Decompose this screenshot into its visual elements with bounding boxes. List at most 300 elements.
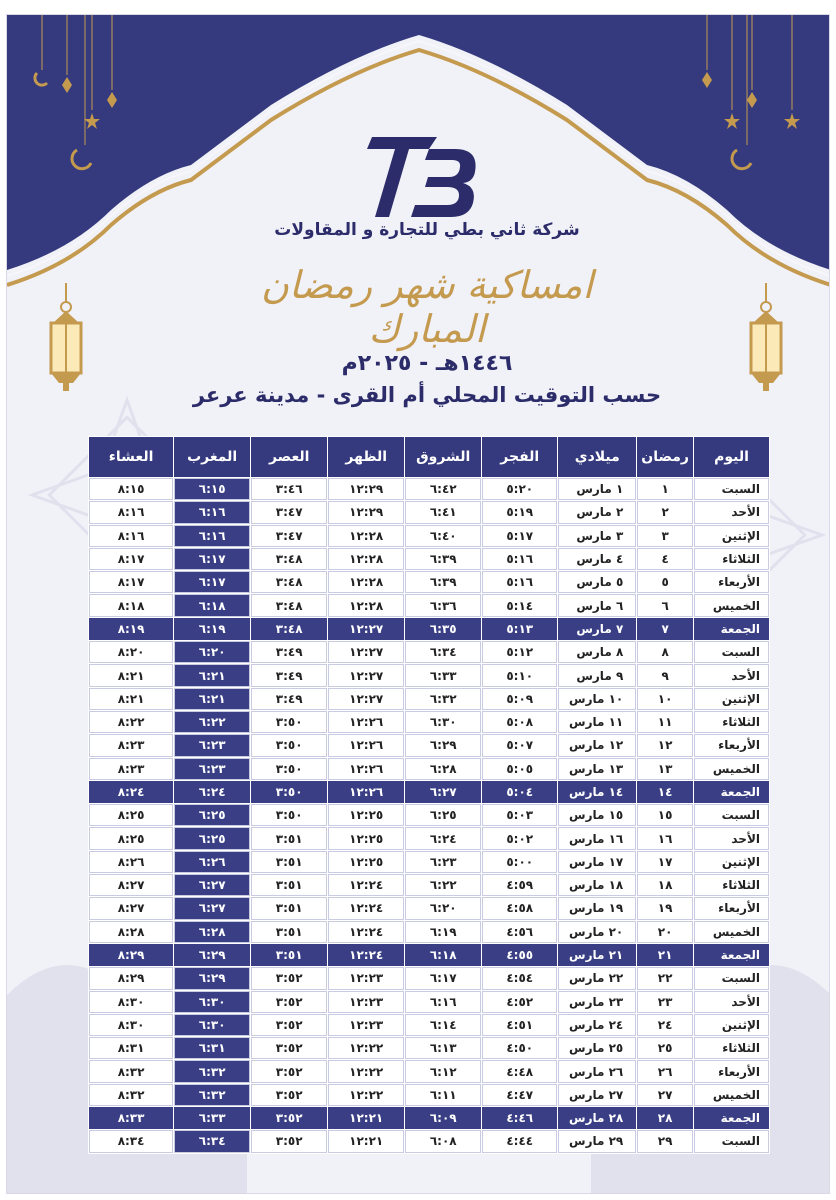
weekday-cell: الجمعة: [694, 781, 769, 803]
gregorian-date-cell: ٨ مارس: [558, 641, 636, 663]
asr-time-cell: ٣:٥٢: [251, 991, 327, 1013]
dhuhr-time-cell: ١٢:٢٤: [328, 897, 404, 919]
ramadan-day-cell: ٨: [637, 641, 693, 663]
gregorian-date-cell: ٣ مارس: [558, 525, 636, 547]
ramadan-day-cell: ٩: [637, 664, 693, 686]
fajr-time-cell: ٥:١٩: [482, 501, 557, 523]
maghrib-time-cell: ٦:٣٢: [174, 1060, 250, 1082]
asr-time-cell: ٣:٥١: [251, 921, 327, 943]
maghrib-time-cell: ٦:٢٥: [174, 827, 250, 849]
ramadan-day-cell: ١٩: [637, 897, 693, 919]
maghrib-time-cell: ٦:١٧: [174, 571, 250, 593]
fajr-time-cell: ٥:٠٥: [482, 758, 557, 780]
isha-time-cell: ٨:١٨: [89, 594, 173, 616]
asr-time-cell: ٣:٥٠: [251, 711, 327, 733]
gregorian-date-cell: ٧ مارس: [558, 618, 636, 640]
sunrise-time-cell: ٦:١٨: [405, 944, 481, 966]
dhuhr-time-cell: ١٢:٢٦: [328, 711, 404, 733]
maghrib-time-cell: ٦:١٨: [174, 594, 250, 616]
gregorian-date-cell: ٢ مارس: [558, 501, 636, 523]
ramadan-day-cell: ٢٦: [637, 1060, 693, 1082]
gregorian-date-cell: ١٠ مارس: [558, 688, 636, 710]
fajr-time-cell: ٥:٠٣: [482, 804, 557, 826]
maghrib-time-cell: ٦:٢٨: [174, 921, 250, 943]
dhuhr-time-cell: ١٢:٢٤: [328, 944, 404, 966]
asr-time-cell: ٣:٤٨: [251, 571, 327, 593]
asr-time-cell: ٣:٥٢: [251, 1060, 327, 1082]
ramadan-day-cell: ٢٨: [637, 1107, 693, 1129]
isha-time-cell: ٨:٢٢: [89, 711, 173, 733]
fajr-time-cell: ٤:٥٥: [482, 944, 557, 966]
maghrib-time-cell: ٦:٣٠: [174, 1014, 250, 1036]
table-row: [89, 1037, 769, 1059]
gregorian-date-cell: ٦ مارس: [558, 594, 636, 616]
table-row: [89, 594, 769, 616]
weekday-cell: الأحد: [694, 991, 769, 1013]
fajr-time-cell: ٥:١٧: [482, 525, 557, 547]
table-row: [89, 641, 769, 663]
fajr-time-cell: ٤:٤٦: [482, 1107, 557, 1129]
sunrise-time-cell: ٦:١٩: [405, 921, 481, 943]
maghrib-time-cell: ٦:٢٧: [174, 897, 250, 919]
maghrib-time-cell: ٦:٣١: [174, 1037, 250, 1059]
column-header: رمضان: [637, 437, 693, 477]
fajr-time-cell: ٤:٥٠: [482, 1037, 557, 1059]
ramadan-day-cell: ١٨: [637, 874, 693, 896]
dhuhr-time-cell: ١٢:٢٢: [328, 1060, 404, 1082]
weekday-cell: الإثنين: [694, 688, 769, 710]
sunrise-time-cell: ٦:٠٨: [405, 1130, 481, 1152]
weekday-cell: الإثنين: [694, 851, 769, 873]
dhuhr-time-cell: ١٢:٢١: [328, 1107, 404, 1129]
isha-time-cell: ٨:٢٤: [89, 781, 173, 803]
gregorian-date-cell: ٢٨ مارس: [558, 1107, 636, 1129]
asr-time-cell: ٣:٥١: [251, 827, 327, 849]
weekday-cell: الجمعة: [694, 1107, 769, 1129]
gregorian-date-cell: ٢٥ مارس: [558, 1037, 636, 1059]
ramadan-day-cell: ١٠: [637, 688, 693, 710]
sunrise-time-cell: ٦:٣٩: [405, 548, 481, 570]
isha-time-cell: ٨:٢٣: [89, 734, 173, 756]
weekday-cell: الجمعة: [694, 618, 769, 640]
sunrise-time-cell: ٦:٣٤: [405, 641, 481, 663]
weekday-cell: السبت: [694, 1130, 769, 1152]
isha-time-cell: ٨:١٥: [89, 478, 173, 500]
dhuhr-time-cell: ١٢:٢٧: [328, 664, 404, 686]
gregorian-date-cell: ١٥ مارس: [558, 804, 636, 826]
asr-time-cell: ٣:٥١: [251, 851, 327, 873]
dhuhr-time-cell: ١٢:٢٥: [328, 804, 404, 826]
maghrib-time-cell: ٦:٢٣: [174, 734, 250, 756]
fajr-time-cell: ٥:٠٢: [482, 827, 557, 849]
fajr-time-cell: ٤:٤٤: [482, 1130, 557, 1152]
fajr-time-cell: ٤:٥٦: [482, 921, 557, 943]
isha-time-cell: ٨:٢٧: [89, 897, 173, 919]
isha-time-cell: ٨:٢٨: [89, 921, 173, 943]
table-row: [89, 1084, 769, 1106]
table-row: [89, 827, 769, 849]
isha-time-cell: ٨:٢٦: [89, 851, 173, 873]
dhuhr-time-cell: ١٢:٢٢: [328, 1037, 404, 1059]
weekday-cell: الجمعة: [694, 944, 769, 966]
gregorian-date-cell: ٢٦ مارس: [558, 1060, 636, 1082]
isha-time-cell: ٨:١٦: [89, 525, 173, 547]
dhuhr-time-cell: ١٢:٢٦: [328, 734, 404, 756]
maghrib-time-cell: ٦:١٦: [174, 501, 250, 523]
dhuhr-time-cell: ١٢:٢٢: [328, 1084, 404, 1106]
fajr-time-cell: ٥:١٦: [482, 571, 557, 593]
isha-time-cell: ٨:٢٥: [89, 827, 173, 849]
sunrise-time-cell: ٦:٣٣: [405, 664, 481, 686]
sunrise-time-cell: ٦:٤١: [405, 501, 481, 523]
ramadan-day-cell: ٢: [637, 501, 693, 523]
ramadan-day-cell: ٧: [637, 618, 693, 640]
ramadan-day-cell: ١٢: [637, 734, 693, 756]
sunrise-time-cell: ٦:٣٢: [405, 688, 481, 710]
weekday-cell: الثلاثاء: [694, 548, 769, 570]
maghrib-time-cell: ٦:٢١: [174, 688, 250, 710]
weekday-cell: الأربعاء: [694, 1060, 769, 1082]
table-row: [89, 711, 769, 733]
sunrise-time-cell: ٦:٢٥: [405, 804, 481, 826]
lantern-icon: [741, 283, 791, 393]
asr-time-cell: ٣:٤٩: [251, 688, 327, 710]
fajr-time-cell: ٥:٢٠: [482, 478, 557, 500]
dhuhr-time-cell: ١٢:٢٣: [328, 1014, 404, 1036]
asr-time-cell: ٣:٥٠: [251, 758, 327, 780]
fajr-time-cell: ٤:٥٩: [482, 874, 557, 896]
isha-time-cell: ٨:١٦: [89, 501, 173, 523]
sunrise-time-cell: ٦:٢٣: [405, 851, 481, 873]
maghrib-time-cell: ٦:٣٤: [174, 1130, 250, 1152]
weekday-cell: الأربعاء: [694, 897, 769, 919]
gregorian-date-cell: ١٣ مارس: [558, 758, 636, 780]
dhuhr-time-cell: ١٢:٢٥: [328, 851, 404, 873]
gregorian-date-cell: ٢٢ مارس: [558, 967, 636, 989]
weekday-cell: السبت: [694, 641, 769, 663]
sunrise-time-cell: ٦:٤٠: [405, 525, 481, 547]
column-header: المغرب: [174, 437, 250, 477]
gregorian-date-cell: ٥ مارس: [558, 571, 636, 593]
table-row-friday: [89, 1107, 769, 1129]
sunrise-time-cell: ٦:٣٥: [405, 618, 481, 640]
dhuhr-time-cell: ١٢:٢٨: [328, 594, 404, 616]
imsakiya-page: [6, 14, 830, 1194]
table-row: [89, 1130, 769, 1152]
weekday-cell: الأحد: [694, 827, 769, 849]
asr-time-cell: ٣:٥٢: [251, 1014, 327, 1036]
maghrib-time-cell: ٦:٣٠: [174, 991, 250, 1013]
maghrib-time-cell: ٦:٢٤: [174, 781, 250, 803]
dhuhr-time-cell: ١٢:٢٧: [328, 618, 404, 640]
ramadan-day-cell: ٢٠: [637, 921, 693, 943]
ramadan-day-cell: ٦: [637, 594, 693, 616]
table-row: [89, 501, 769, 523]
gregorian-date-cell: ١٧ مارس: [558, 851, 636, 873]
gregorian-date-cell: ٢١ مارس: [558, 944, 636, 966]
gregorian-date-cell: ١ مارس: [558, 478, 636, 500]
table-row-friday: [89, 944, 769, 966]
table-body: [89, 478, 769, 1153]
hijri-gregorian-year: ١٤٤٦هـ - ٢٠٢٥م: [341, 351, 513, 376]
table-row: [89, 478, 769, 500]
ramadan-day-cell: ١٤: [637, 781, 693, 803]
asr-time-cell: ٣:٤٦: [251, 478, 327, 500]
isha-time-cell: ٨:٢٩: [89, 967, 173, 989]
column-header: الفجر: [482, 437, 557, 477]
sunrise-time-cell: ٦:٣٩: [405, 571, 481, 593]
gregorian-date-cell: ٢٧ مارس: [558, 1084, 636, 1106]
table-row: [89, 688, 769, 710]
weekday-cell: الأربعاء: [694, 734, 769, 756]
fajr-time-cell: ٥:١٣: [482, 618, 557, 640]
dhuhr-time-cell: ١٢:٢٨: [328, 571, 404, 593]
weekday-cell: الخميس: [694, 594, 769, 616]
gregorian-date-cell: ٢٠ مارس: [558, 921, 636, 943]
asr-time-cell: ٣:٤٧: [251, 501, 327, 523]
table-row: [89, 1060, 769, 1082]
dhuhr-time-cell: ١٢:٢٤: [328, 921, 404, 943]
dhuhr-time-cell: ١٢:٢٧: [328, 641, 404, 663]
asr-time-cell: ٣:٥١: [251, 874, 327, 896]
fajr-time-cell: ٤:٥١: [482, 1014, 557, 1036]
maghrib-time-cell: ٦:١٥: [174, 478, 250, 500]
ramadan-day-cell: ١٣: [637, 758, 693, 780]
table-row: [89, 525, 769, 547]
asr-time-cell: ٣:٥٢: [251, 1130, 327, 1152]
table-row: [89, 897, 769, 919]
dhuhr-time-cell: ١٢:٢٤: [328, 874, 404, 896]
ramadan-day-cell: ٤: [637, 548, 693, 570]
gregorian-date-cell: ١٩ مارس: [558, 897, 636, 919]
table-row: [89, 758, 769, 780]
dhuhr-time-cell: ١٢:٢٩: [328, 501, 404, 523]
asr-time-cell: ٣:٤٩: [251, 641, 327, 663]
gregorian-date-cell: ١٦ مارس: [558, 827, 636, 849]
asr-time-cell: ٣:٥٢: [251, 1084, 327, 1106]
dhuhr-time-cell: ١٢:٢٣: [328, 967, 404, 989]
isha-time-cell: ٨:١٧: [89, 548, 173, 570]
ramadan-day-cell: ٥: [637, 571, 693, 593]
sunrise-time-cell: ٦:٢٨: [405, 758, 481, 780]
sunrise-time-cell: ٦:١٦: [405, 991, 481, 1013]
fajr-time-cell: ٥:٠٨: [482, 711, 557, 733]
asr-time-cell: ٣:٤٨: [251, 548, 327, 570]
table-row: [89, 991, 769, 1013]
sunrise-time-cell: ٦:١٣: [405, 1037, 481, 1059]
sunrise-time-cell: ٦:١٧: [405, 967, 481, 989]
fajr-time-cell: ٥:٠٩: [482, 688, 557, 710]
gregorian-date-cell: ١١ مارس: [558, 711, 636, 733]
ramadan-day-cell: ١١: [637, 711, 693, 733]
maghrib-time-cell: ٦:٢٣: [174, 758, 250, 780]
weekday-cell: الثلاثاء: [694, 874, 769, 896]
fajr-time-cell: ٤:٥٢: [482, 991, 557, 1013]
asr-time-cell: ٣:٥١: [251, 897, 327, 919]
dhuhr-time-cell: ١٢:٢٣: [328, 991, 404, 1013]
isha-time-cell: ٨:٢٥: [89, 804, 173, 826]
gregorian-date-cell: ٢٩ مارس: [558, 1130, 636, 1152]
maghrib-time-cell: ٦:١٩: [174, 618, 250, 640]
ramadan-day-cell: ٣: [637, 525, 693, 547]
ramadan-day-cell: ٢١: [637, 944, 693, 966]
fajr-time-cell: ٤:٤٧: [482, 1084, 557, 1106]
table-row: [89, 804, 769, 826]
sunrise-time-cell: ٦:٢٢: [405, 874, 481, 896]
weekday-cell: الثلاثاء: [694, 711, 769, 733]
prayer-times-table: [88, 436, 770, 1154]
maghrib-time-cell: ٦:٢٥: [174, 804, 250, 826]
weekday-cell: الإثنين: [694, 1014, 769, 1036]
dhuhr-time-cell: ١٢:٢٧: [328, 688, 404, 710]
maghrib-time-cell: ٦:٣٣: [174, 1107, 250, 1129]
asr-time-cell: ٣:٥١: [251, 944, 327, 966]
asr-time-cell: ٣:٥٠: [251, 781, 327, 803]
sunrise-time-cell: ٦:٢٤: [405, 827, 481, 849]
weekday-cell: السبت: [694, 967, 769, 989]
table-row-friday: [89, 618, 769, 640]
weekday-cell: الأحد: [694, 664, 769, 686]
maghrib-time-cell: ٦:٢٠: [174, 641, 250, 663]
sunrise-time-cell: ٦:٢٠: [405, 897, 481, 919]
maghrib-time-cell: ٦:٣٢: [174, 1084, 250, 1106]
maghrib-time-cell: ٦:٢٢: [174, 711, 250, 733]
dhuhr-time-cell: ١٢:٢٨: [328, 548, 404, 570]
fajr-time-cell: ٤:٥٤: [482, 967, 557, 989]
gregorian-date-cell: ٢٤ مارس: [558, 1014, 636, 1036]
lantern-icon: [41, 283, 91, 393]
column-header: اليوم: [694, 437, 769, 477]
dhuhr-time-cell: ١٢:٢٩: [328, 478, 404, 500]
gregorian-date-cell: ١٨ مارس: [558, 874, 636, 896]
column-header: الشروق: [405, 437, 481, 477]
ramadan-day-cell: ٢٤: [637, 1014, 693, 1036]
column-header: العصر: [251, 437, 327, 477]
weekday-cell: الخميس: [694, 758, 769, 780]
fajr-time-cell: ٥:١٦: [482, 548, 557, 570]
sunrise-time-cell: ٦:٢٧: [405, 781, 481, 803]
isha-time-cell: ٨:٣٢: [89, 1084, 173, 1106]
table-row: [89, 851, 769, 873]
isha-time-cell: ٨:١٩: [89, 618, 173, 640]
table-row-friday: [89, 781, 769, 803]
dhuhr-time-cell: ١٢:٢٥: [328, 827, 404, 849]
maghrib-time-cell: ٦:٢١: [174, 664, 250, 686]
weekday-cell: الأحد: [694, 501, 769, 523]
asr-time-cell: ٣:٥٢: [251, 1037, 327, 1059]
company-logo: [367, 127, 487, 227]
prayer-times-table-container: [88, 436, 770, 1154]
fajr-time-cell: ٤:٤٨: [482, 1060, 557, 1082]
sunrise-time-cell: ٦:١٤: [405, 1014, 481, 1036]
isha-time-cell: ٨:٢٧: [89, 874, 173, 896]
table-row: [89, 967, 769, 989]
ramadan-day-cell: ١: [637, 478, 693, 500]
sunrise-time-cell: ٦:١١: [405, 1084, 481, 1106]
ramadan-day-cell: ٢٥: [637, 1037, 693, 1059]
weekday-cell: السبت: [694, 804, 769, 826]
asr-time-cell: ٣:٥٢: [251, 1107, 327, 1129]
maghrib-time-cell: ٦:١٧: [174, 548, 250, 570]
isha-time-cell: ٨:٢٠: [89, 641, 173, 663]
table-row: [89, 921, 769, 943]
maghrib-time-cell: ٦:١٦: [174, 525, 250, 547]
maghrib-time-cell: ٦:٢٦: [174, 851, 250, 873]
maghrib-time-cell: ٦:٢٧: [174, 874, 250, 896]
dhuhr-time-cell: ١٢:٢١: [328, 1130, 404, 1152]
table-header-row: [89, 437, 769, 477]
sunrise-time-cell: ٦:٣٠: [405, 711, 481, 733]
isha-time-cell: ٨:٣٢: [89, 1060, 173, 1082]
asr-time-cell: ٣:٤٨: [251, 618, 327, 640]
weekday-cell: الأربعاء: [694, 571, 769, 593]
ramadan-day-cell: ٢٢: [637, 967, 693, 989]
table-row: [89, 571, 769, 593]
maghrib-time-cell: ٦:٢٩: [174, 967, 250, 989]
asr-time-cell: ٣:٤٧: [251, 525, 327, 547]
isha-time-cell: ٨:٢١: [89, 664, 173, 686]
isha-time-cell: ٨:١٧: [89, 571, 173, 593]
gregorian-date-cell: ١٢ مارس: [558, 734, 636, 756]
asr-time-cell: ٣:٥٢: [251, 967, 327, 989]
isha-time-cell: ٨:٣٠: [89, 991, 173, 1013]
column-header: ميلادي: [558, 437, 636, 477]
column-header: العشاء: [89, 437, 173, 477]
ramadan-day-cell: ٢٧: [637, 1084, 693, 1106]
asr-time-cell: ٣:٥٠: [251, 734, 327, 756]
isha-time-cell: ٨:٢٩: [89, 944, 173, 966]
isha-time-cell: ٨:٣١: [89, 1037, 173, 1059]
ramadan-day-cell: ١٥: [637, 804, 693, 826]
dhuhr-time-cell: ١٢:٢٦: [328, 758, 404, 780]
gregorian-date-cell: ٩ مارس: [558, 664, 636, 686]
fajr-time-cell: ٥:١٢: [482, 641, 557, 663]
sunrise-time-cell: ٦:٢٩: [405, 734, 481, 756]
dhuhr-time-cell: ١٢:٢٨: [328, 525, 404, 547]
fajr-time-cell: ٥:٠٠: [482, 851, 557, 873]
sunrise-time-cell: ٦:٤٢: [405, 478, 481, 500]
ramadan-day-cell: ٢٩: [637, 1130, 693, 1152]
isha-time-cell: ٨:٣٣: [89, 1107, 173, 1129]
gregorian-date-cell: ٢٣ مارس: [558, 991, 636, 1013]
gregorian-date-cell: ١٤ مارس: [558, 781, 636, 803]
ramadan-day-cell: ٢٣: [637, 991, 693, 1013]
sunrise-time-cell: ٦:٣٦: [405, 594, 481, 616]
table-row: [89, 664, 769, 686]
dhuhr-time-cell: ١٢:٢٦: [328, 781, 404, 803]
weekday-cell: الخميس: [694, 921, 769, 943]
fajr-time-cell: ٥:٠٤: [482, 781, 557, 803]
table-row: [89, 874, 769, 896]
asr-time-cell: ٣:٤٨: [251, 594, 327, 616]
location-subtitle: حسب التوقيت المحلي أم القرى - مدينة عرعر: [192, 383, 662, 407]
table-row: [89, 1014, 769, 1036]
weekday-cell: الخميس: [694, 1084, 769, 1106]
asr-time-cell: ٣:٥٠: [251, 804, 327, 826]
fajr-time-cell: ٥:١٠: [482, 664, 557, 686]
asr-time-cell: ٣:٤٩: [251, 664, 327, 686]
sunrise-time-cell: ٦:٠٩: [405, 1107, 481, 1129]
fajr-time-cell: ٤:٥٨: [482, 897, 557, 919]
maghrib-time-cell: ٦:٢٩: [174, 944, 250, 966]
isha-time-cell: ٨:٢١: [89, 688, 173, 710]
sunrise-time-cell: ٦:١٢: [405, 1060, 481, 1082]
ramadan-day-cell: ١٧: [637, 851, 693, 873]
ramadan-day-cell: ١٦: [637, 827, 693, 849]
company-name: شركة ثاني بطي للتجارة و المقاولات: [274, 220, 580, 240]
weekday-cell: السبت: [694, 478, 769, 500]
fajr-time-cell: ٥:١٤: [482, 594, 557, 616]
